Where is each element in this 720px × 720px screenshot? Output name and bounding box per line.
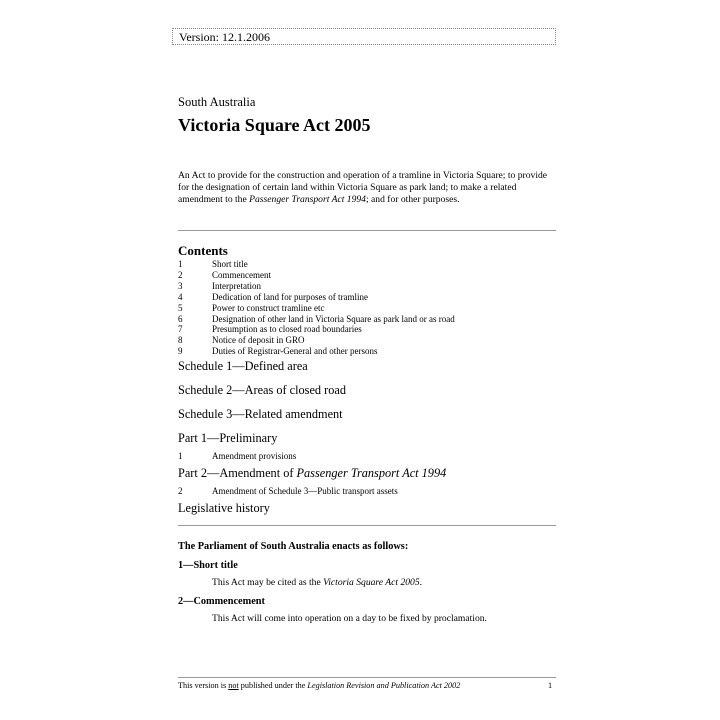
- toc-schedule-2[interactable]: Schedule 2—Areas of closed road: [178, 383, 347, 397]
- toc-number: 4: [178, 291, 183, 302]
- divider: [178, 525, 556, 526]
- section-2-heading: 2—Commencement: [178, 596, 265, 607]
- jurisdiction: South Australia: [178, 95, 256, 109]
- toc-number: 2: [178, 269, 183, 280]
- long-title: [178, 170, 556, 205]
- divider: [178, 230, 556, 231]
- section-1-end: .: [419, 577, 423, 588]
- footer-underlined: not: [228, 681, 239, 690]
- toc-item[interactable]: [178, 292, 455, 303]
- toc-label: Dedication of land for purposes of tramline: [212, 291, 368, 302]
- toc-number: 5: [178, 302, 183, 313]
- toc-label: Amendment of Schedule 3—Public transport assets: [212, 486, 398, 496]
- toc-part-2-prefix: Part 2—Amendment of: [178, 466, 297, 480]
- footer-text-2: published under the: [238, 681, 308, 690]
- toc-schedule-1[interactable]: Schedule 1—Defined area: [178, 359, 308, 373]
- toc-number: 9: [178, 346, 183, 357]
- toc-label: Duties of Registrar-General and other persons: [212, 346, 378, 357]
- toc-label: Amendment provisions: [212, 451, 297, 461]
- contents-list: [178, 259, 455, 357]
- toc-label: Power to construct tramline etc: [212, 302, 325, 313]
- toc-number: 6: [178, 313, 183, 324]
- toc-label: Interpretation: [212, 280, 261, 291]
- toc-number: 1: [178, 451, 183, 461]
- page-number: 1: [548, 681, 553, 690]
- toc-part-2[interactable]: [178, 466, 446, 481]
- toc-label: Commencement: [212, 269, 271, 280]
- section-1-heading: 1—Short title: [178, 560, 238, 571]
- toc-number: 7: [178, 324, 183, 335]
- toc-part-1-item[interactable]: [178, 451, 296, 461]
- toc-number: 3: [178, 280, 183, 291]
- toc-schedule-3[interactable]: Schedule 3—Related amendment: [178, 407, 343, 421]
- toc-part-2-item[interactable]: [178, 486, 398, 496]
- toc-part-1[interactable]: Part 1—Preliminary: [178, 431, 278, 445]
- toc-item[interactable]: [178, 335, 455, 346]
- toc-legislative-history[interactable]: Legislative history: [178, 501, 270, 515]
- toc-number: 1: [178, 259, 183, 269]
- section-1-italic: Victoria Square Act 2005: [323, 577, 420, 588]
- footer-note: [178, 681, 460, 690]
- section-1-body: [212, 577, 422, 588]
- toc-number: 8: [178, 335, 183, 346]
- footer-divider: [178, 677, 556, 678]
- toc-label: Designation of other land in Victoria Square as park land or as road: [212, 313, 455, 324]
- contents-heading: Contents: [178, 243, 228, 258]
- enacting-words: The Parliament of South Australia enacts as follows:: [178, 541, 409, 552]
- toc-label: Presumption as to closed road boundaries: [212, 324, 362, 335]
- toc-item[interactable]: [178, 324, 455, 335]
- toc-label: Notice of deposit in GRO: [212, 335, 305, 346]
- section-2-body: This Act will come into operation on a day to be fixed by proclamation.: [212, 613, 487, 624]
- long-title-text: An Act to provide for the construction and operation of a tramline in Victoria Square; to provide for the designation of certain land within Victoria Square as park land; to make a related amendment to the: [178, 170, 548, 205]
- toc-item[interactable]: [178, 270, 455, 281]
- toc-number: 2: [178, 486, 183, 496]
- toc-item[interactable]: [178, 346, 455, 357]
- toc-part-2-italic: Passenger Transport Act 1994: [296, 466, 447, 480]
- footer-italic: Legislation Revision and Publication Act 2002: [307, 681, 461, 690]
- toc-item[interactable]: [178, 314, 455, 325]
- long-title-end: ; and for other purposes.: [365, 193, 460, 205]
- toc-item[interactable]: [178, 281, 455, 292]
- footer-text: This version is: [178, 681, 229, 690]
- version-label: Version: 12.1.2006: [172, 28, 556, 45]
- toc-item[interactable]: [178, 303, 455, 314]
- section-1-text: This Act may be cited as the: [212, 577, 324, 588]
- long-title-italic: Passenger Transport Act 1994: [249, 193, 366, 205]
- toc-item[interactable]: [178, 259, 455, 270]
- act-title: Victoria Square Act 2005: [178, 115, 371, 135]
- toc-label: Short title: [212, 259, 248, 269]
